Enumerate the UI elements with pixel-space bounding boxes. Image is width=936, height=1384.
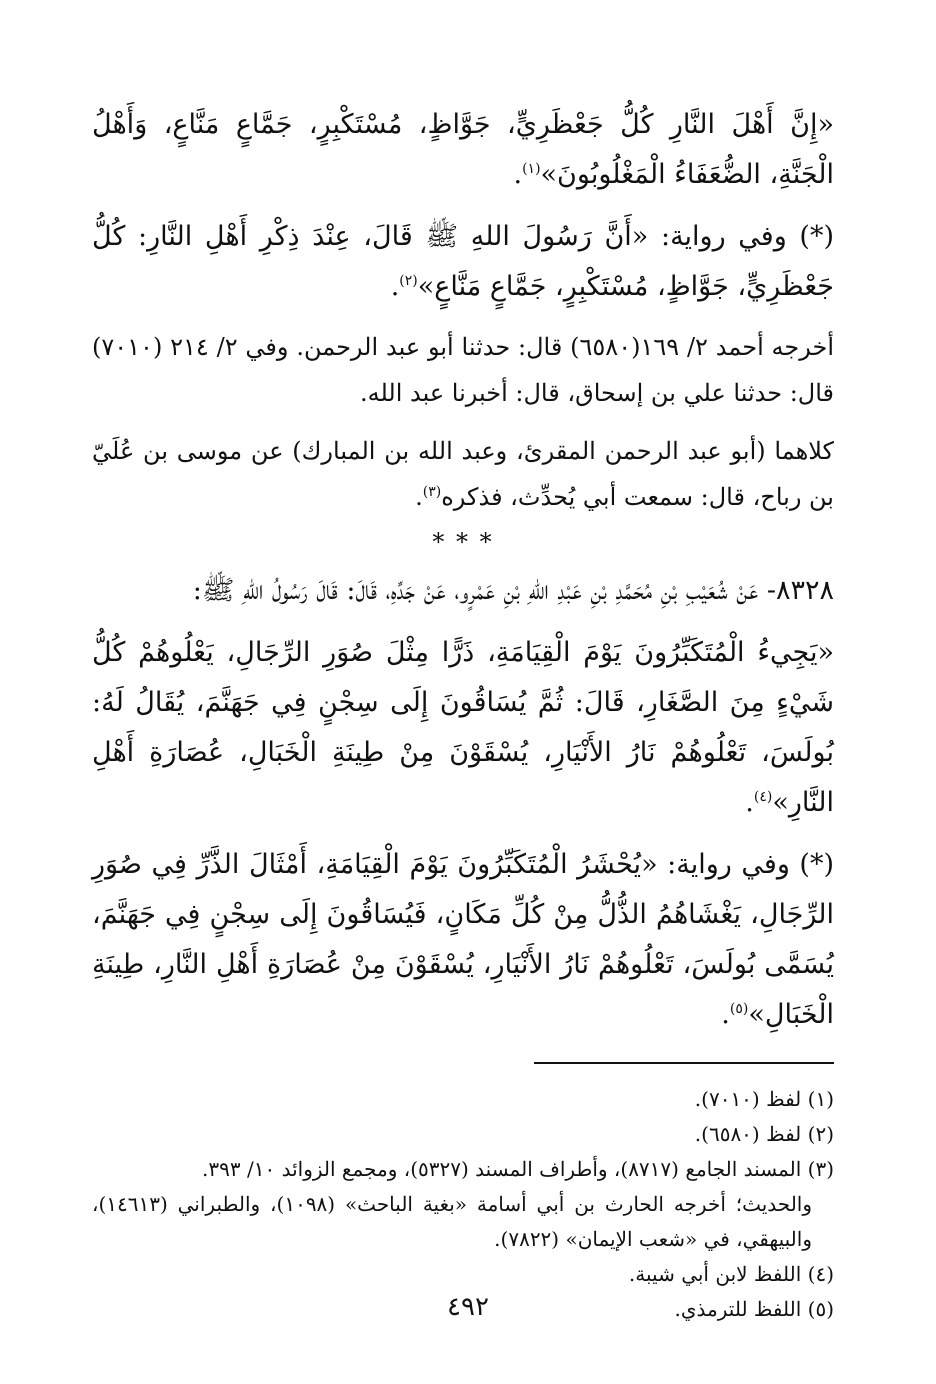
hadith-text: «يَجِيءُ الْمُتَكَبِّرُونَ يَوْمَ الْقِيَامَةِ، ذَرًّا مِثْلَ صُوَرِ الرِّجَالِ، يَعْلُوهُمْ كُلُّ شَيْءٍ مِنَ الصَّغَارِ، قَالَ: ثُمَّ يُسَاقُونَ إِلَى سِجْنٍ فِي جَهَنَّمَ، يُقَالُ لَهُ: بُولَسَ، تَعْلُوهُمْ نَارُ الأَنْيَارِ، يُسْقَوْنَ مِنْ طِينَةِ الْخَبَالِ، عُصَارَةِ أَهْلِ النَّارِ»$^{(٤)}$. bbox=[92, 637, 834, 818]
variant-narration-body: (*) وفي رواية: «أَنَّ رَسُولَ اللهِ ﷺ قَالَ، عِنْدَ ذِكْرِ أَهْلِ النَّارِ: كُلُّ جَعْظَرِيٍّ، جَوَّاظٍ، مُسْتَكْبِرٍ، جَمَّاعٍ مَنَّاعٍ» bbox=[92, 221, 834, 302]
takhrij-text: أخرجه أحمد ٢/ ١٦٩(٦٥٨٠) قال: حدثنا أبو عبد الرحمن. وفي ٢/ ٢١٤ (٧٠١٠) قال: حدثنا علي بن إسحاق، قال: أخبرنا عبد الله. bbox=[92, 333, 835, 407]
hadith-text-body: «يَجِيءُ الْمُتَكَبِّرُونَ يَوْمَ الْقِيَامَةِ، ذَرًّا مِثْلَ صُوَرِ الرِّجَالِ، يَعْلُوهُمْ كُلُّ شَيْءٍ مِنَ الصَّغَارِ، قَالَ: ثُمَّ يُسَاقُونَ إِلَى سِجْنٍ فِي جَهَنَّمَ، يُقَالُ لَهُ: بُولَسَ، تَعْلُوهُمْ نَارُ الأَنْيَارِ، يُسْقَوْنَ مِنْ طِينَةِ الْخَبَالِ، عُصَارَةِ أَهْلِ النَّارِ» bbox=[92, 637, 834, 818]
footnote-item: (١) لفظ (٧٠١٠). bbox=[694, 1087, 834, 1111]
footnotes bbox=[92, 1082, 834, 1327]
footnote-marker: (٢) bbox=[399, 273, 418, 289]
main-text bbox=[92, 100, 834, 1040]
footnote-marker: (٤) bbox=[753, 789, 773, 805]
footnote-item: (٤) اللفظ لابن أبي شيبة. bbox=[628, 1262, 834, 1286]
variant-narration: (*) وفي رواية: «أَنَّ رَسُولَ اللهِ ﷺ قَالَ، عِنْدَ ذِكْرِ أَهْلِ النَّارِ: كُلُّ جَعْظَرِيٍّ، جَوَّاظٍ، مُسْتَكْبِرٍ، جَمَّاعٍ مَنَّاعٍ»$^{(٢)}$. bbox=[92, 221, 834, 302]
hadith-heading: ٨٣٢٨- عَنْ شُعَيْبِ بْنِ مُحَمَّدِ بْنِ عَبْدِ اللهِ بْنِ عَمْرٍو، عَنْ جَدِّهِ، قَالَ: قَالَ رَسُولُ اللهِ ﷺ: bbox=[192, 575, 834, 606]
footnote-marker: (٣) bbox=[422, 484, 442, 500]
variant-narration: (*) وفي رواية: «يُحْشَرُ الْمُتَكَبِّرُونَ يَوْمَ الْقِيَامَةِ، أَمْثَالَ الذَّرِّ فِي صُوَرِ الرِّجَالِ، يَغْشَاهُمُ الذُّلُّ مِنْ كُلِّ مَكَانٍ، فَيُسَاقُونَ إِلَى سِجْنٍ فِي جَهَنَّمَ، يُسَمَّى بُولَسَ، تَعْلُوهُمْ نَارُ الأَنْيَارِ، يُسْقَوْنَ مِنْ عُصَارَةِ أَهْلِ النَّارِ، طِينَةِ الْخَبَالِ»$^{(٥)}$. bbox=[92, 849, 834, 1030]
page-content bbox=[92, 100, 834, 1327]
footnote-divider bbox=[534, 1062, 834, 1064]
hadith-text: «إِنَّ أَهْلَ النَّارِ كُلُّ جَعْظَرِيٍّ، جَوَّاظٍ، مُسْتَكْبِرٍ، جَمَّاعٍ مَنَّاعٍ، وَأَهْلُ الْجَنَّةِ، الضُّعَفَاءُ الْمَغْلُوبُونَ»$^{(١)}$. bbox=[92, 109, 834, 190]
footnote-marker: (٥) bbox=[729, 1001, 749, 1017]
footnote-item: (٥) اللفظ للترمذي. bbox=[674, 1297, 834, 1321]
page-number: ٤٩٢ bbox=[447, 1292, 489, 1322]
footnote-continuation: والحديث؛ أخرجه الحارث بن أبي أسامة «بغية الباحث» (١٠٩٨)، والطبراني (١٤٦١٣)، والبيهقي، في «شعب الإيمان» (٧٨٢٢). bbox=[92, 1192, 812, 1251]
variant-narration-body: (*) وفي رواية: «يُحْشَرُ الْمُتَكَبِّرُونَ يَوْمَ الْقِيَامَةِ، أَمْثَالَ الذَّرِّ فِي صُوَرِ الرِّجَالِ، يَغْشَاهُمُ الذُّلُّ مِنْ كُلِّ مَكَانٍ، فَيُسَاقُونَ إِلَى سِجْنٍ فِي جَهَنَّمَ، يُسَمَّى بُولَسَ، تَعْلُوهُمْ نَارُ الأَنْيَارِ، يُسْقَوْنَ مِنْ عُصَارَةِ أَهْلِ النَّارِ، طِينَةِ الْخَبَالِ» bbox=[92, 849, 834, 1030]
footnote-marker: (١) bbox=[522, 161, 541, 177]
hadith-text-body: «إِنَّ أَهْلَ النَّارِ كُلُّ جَعْظَرِيٍّ، جَوَّاظٍ، مُسْتَكْبِرٍ، جَمَّاعٍ مَنَّاعٍ، وَأَهْلُ الْجَنَّةِ، الضُّعَفَاءُ الْمَغْلُوبُونَ» bbox=[92, 109, 834, 190]
chain-text: كلاهما (أبو عبد الرحمن المقرئ، وعبد الله بن المبارك) عن موسى بن عُلَيّ بن رباح، قال: سمعت أبي يُحدِّث، فذكره$^{(٣)}$. bbox=[92, 437, 834, 511]
chain-text-body: كلاهما (أبو عبد الرحمن المقرئ، وعبد الله بن المبارك) عن موسى بن عُلَيّ بن رباح، قال: سمعت أبي يُحدِّث، فذكره bbox=[92, 437, 834, 511]
footnote-item: (٢) لفظ (٦٥٨٠). bbox=[694, 1122, 834, 1146]
section-separator: * * * bbox=[432, 528, 494, 556]
footnote-item: (٣) المسند الجامع (٨٧١٧)، وأطراف المسند (٥٣٢٧)، ومجمع الزوائد ١٠/ ٣٩٣. bbox=[202, 1157, 834, 1181]
